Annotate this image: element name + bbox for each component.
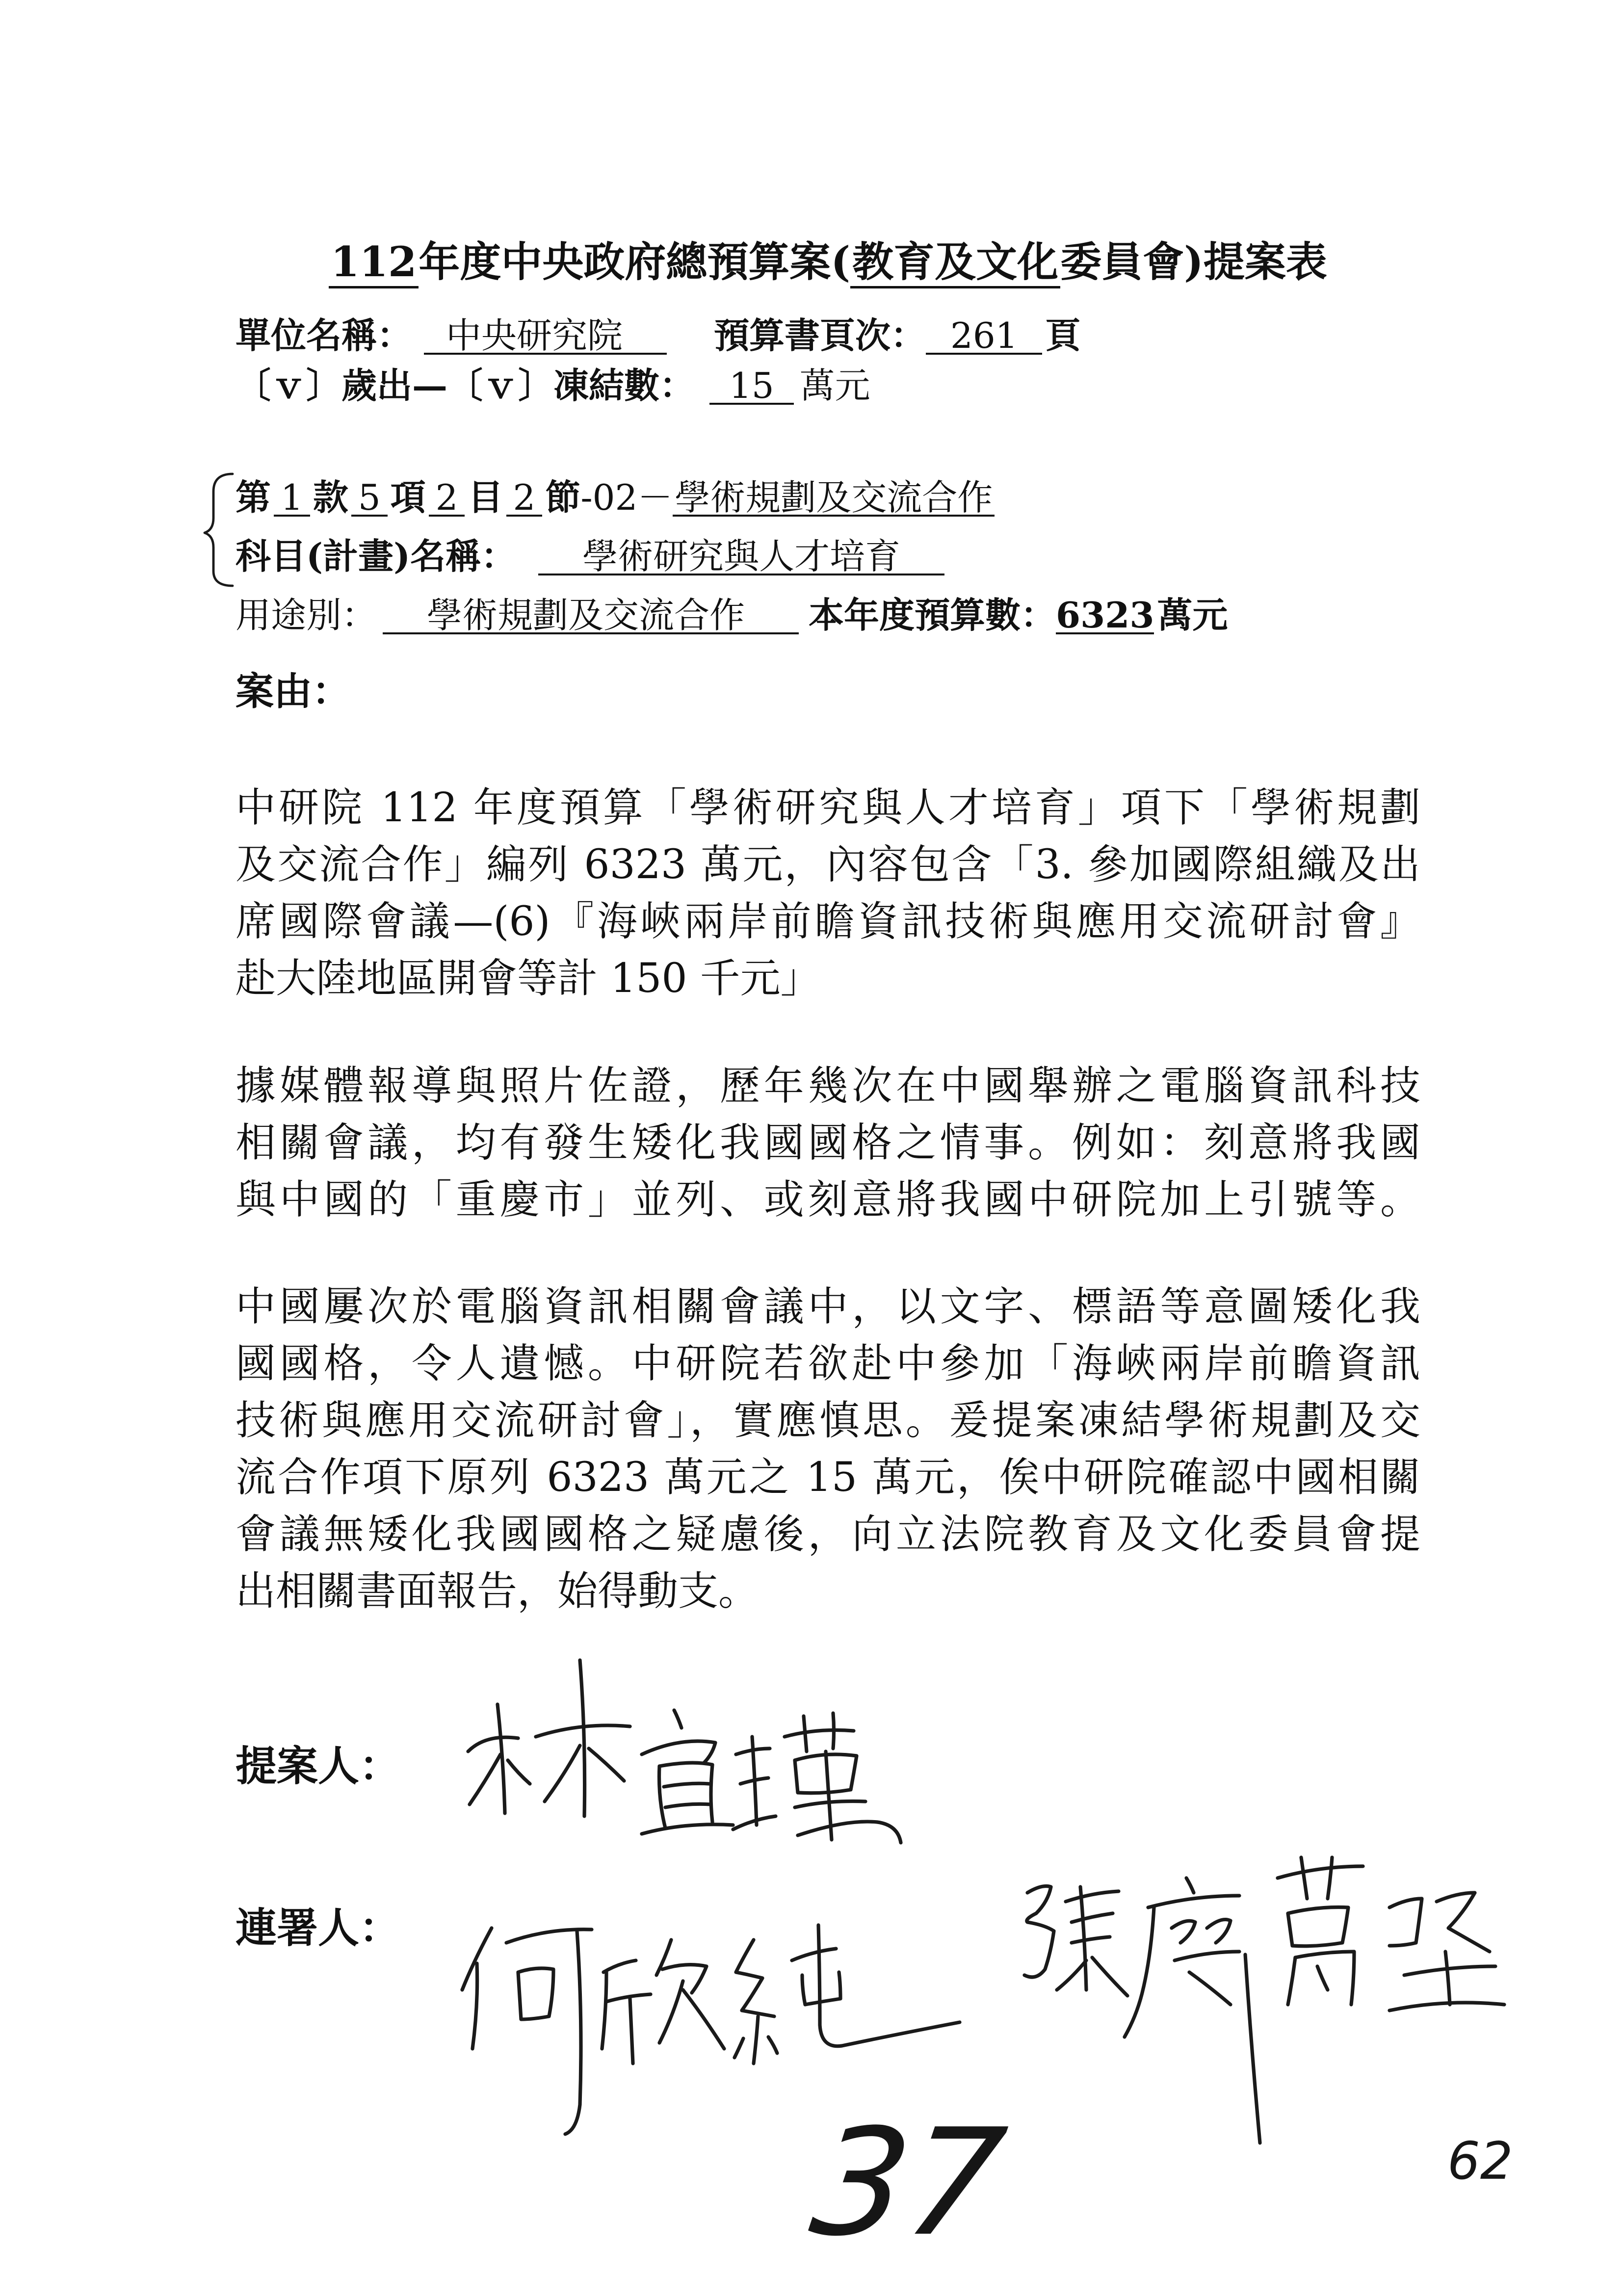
item-kuan-no: 1 xyxy=(274,480,310,517)
budget-value: 6323 xyxy=(1056,594,1154,636)
budget-item-line xyxy=(236,476,995,519)
item-name: 學術規劃及交流合作 xyxy=(673,480,995,517)
paragraph-line: 相關會議，均有發生矮化我國國格之情事。例如：刻意將我國 xyxy=(236,1120,1420,1166)
item-jie: 節 xyxy=(545,476,581,518)
subject-value: 學術研究與人才培育 xyxy=(538,539,944,575)
handwritten-page-number: 37 xyxy=(802,2097,1014,2269)
proposer-signature xyxy=(468,1660,901,1843)
item-xiang: 項 xyxy=(390,476,426,518)
title-year: 112 xyxy=(329,237,419,288)
item-kuan: 款 xyxy=(313,476,348,518)
reason-paragraph-1 xyxy=(236,780,1420,1007)
subject-line xyxy=(236,535,944,577)
paragraph-line: 中國屢次於電腦資訊相關會議中，以文字、標語等意圖矮化我 xyxy=(236,1283,1420,1330)
paragraph-line: 據媒體報導與照片佐證，歷年幾次在中國舉辦之電腦資訊科技 xyxy=(236,1063,1420,1109)
cosigner-label: 連署人： xyxy=(236,1904,401,1952)
paragraph-line: 會議無矮化我國國格之疑慮後，向立法院教育及文化委員會提 xyxy=(236,1511,1420,1558)
cosigner-signature-2 xyxy=(1024,1857,1504,2143)
item-mu: 目 xyxy=(468,476,503,518)
item-xiang-no: 5 xyxy=(351,480,388,517)
paragraph-line: 及交流合作」編列 6323 萬元，內容包含「3. 參加國際組織及出 xyxy=(236,841,1420,888)
page-label: 預算書頁次： xyxy=(714,314,926,356)
page-unit: 頁 xyxy=(1045,314,1081,356)
page-value: 261 xyxy=(926,318,1042,355)
proposer-label: 提案人： xyxy=(236,1742,401,1790)
title-text-1: 年度中央政府總預算案( xyxy=(419,237,851,286)
handwritten-corner-number: 62 xyxy=(1447,2131,1513,2191)
item-jie-no: 2 xyxy=(506,480,543,517)
form-title xyxy=(236,236,1420,287)
freeze-line xyxy=(236,365,870,407)
budget-unit: 萬元 xyxy=(1157,594,1228,636)
budget-label: 本年度預算數： xyxy=(809,594,1056,636)
reason-paragraph-2 xyxy=(236,1058,1420,1228)
freeze-value: 15 xyxy=(709,368,794,405)
item-di: 第 xyxy=(236,476,271,518)
paragraph-line: 席國際會議—(6)『海峽兩岸前瞻資訊技術與應用交流研討會』 xyxy=(236,898,1420,945)
reason-paragraph-3 xyxy=(236,1278,1420,1620)
paragraph-line: 技術與應用交流研討會」，實應慎思。爰提案凍結學術規劃及交 xyxy=(236,1397,1420,1444)
reason-label: 案由： xyxy=(236,669,351,714)
usage-line xyxy=(236,594,1228,636)
paragraph-line: 中研院 112 年度預算「學術研究與人才培育」項下「學術規劃 xyxy=(236,784,1420,831)
paragraph-line: 流合作項下原列 6323 萬元之 15 萬元，俟中研院確認中國相關 xyxy=(236,1454,1420,1501)
usage-value: 學術規劃及交流合作 xyxy=(383,598,799,634)
paragraph-line: 出相關書面報告，始得動支。 xyxy=(236,1568,759,1615)
unit-value: 中央研究院 xyxy=(424,318,667,355)
title-text-2: 委員會)提案表 xyxy=(1060,237,1327,286)
paragraph-line: 國國格，令人遺憾。中研院若欲赴中參加「海峽兩岸前瞻資訊 xyxy=(236,1340,1420,1387)
unit-line xyxy=(236,314,1081,357)
item-mu-no: 2 xyxy=(429,480,465,517)
paragraph-line: 與中國的「重慶市」並列、或刻意將我國中研院加上引號等。 xyxy=(236,1176,1420,1223)
usage-label: 用途別： xyxy=(236,595,377,636)
freeze-unit: 萬元 xyxy=(799,365,870,406)
subject-label: 科目(計畫)名稱： xyxy=(236,535,517,577)
item-code: -02－ xyxy=(580,477,673,518)
paragraph-line: 赴大陸地區開會等計 150 千元」 xyxy=(236,955,821,1002)
expenditure-check-label: 〔ｖ〕歲出—〔ｖ〕凍結數： xyxy=(236,365,695,406)
unit-label: 單位名稱： xyxy=(236,314,413,356)
left-brace xyxy=(205,474,233,586)
title-committee: 教育及文化 xyxy=(850,237,1060,288)
